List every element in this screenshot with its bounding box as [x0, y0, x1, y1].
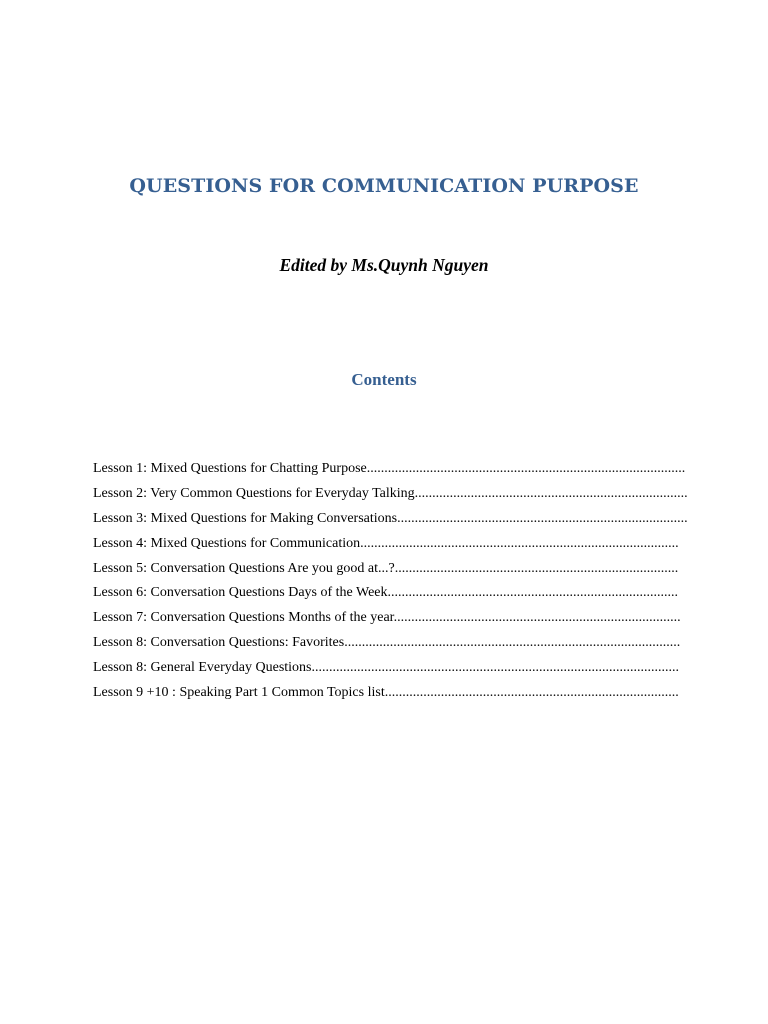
toc-entry-label: Lesson 8: Conversation Questions: Favorites	[93, 635, 345, 651]
toc-leader-dots: ..............................................................................	[414, 485, 688, 501]
toc-entry-lesson-1[interactable]	[93, 459, 688, 484]
toc-entry-label: Lesson 4: Mixed Questions for Communication	[93, 535, 361, 551]
document-title: QUESTIONS FOR COMMUNICATION PURPOSE	[129, 175, 639, 197]
toc-entry-label: Lesson 2: Very Common Questions for Everyday Talking	[93, 485, 415, 501]
toc-entry-label: Lesson 5: Conversation Questions Are you good at...?	[93, 560, 395, 576]
toc-entry-label: Lesson 7: Conversation Questions Months of the year	[93, 610, 394, 626]
toc-leader-dots: ...................................................................................	[397, 510, 688, 526]
toc-entry-lesson-4[interactable]	[93, 534, 681, 559]
toc-leader-dots: .................................................................................	[394, 560, 679, 576]
toc-entry-label: Lesson 1: Mixed Questions for Chatting Purpose	[93, 461, 367, 476]
toc-entry-lesson-6[interactable]	[93, 583, 681, 608]
toc-entry-lesson-9-10[interactable]	[93, 683, 681, 708]
toc-entry-lesson-7[interactable]	[93, 608, 681, 633]
toc-leader-dots: ...........................................................................................	[360, 535, 679, 551]
toc-entry-lesson-2[interactable]	[93, 484, 688, 509]
toc-entry-label: Lesson 9 +10 : Speaking Part 1 Common Topics list	[93, 685, 385, 701]
toc-entry-label: Lesson 6: Conversation Questions Days of the Week	[93, 585, 388, 601]
toc-entry-label: Lesson 8: General Everyday Questions	[93, 660, 312, 676]
toc-leader-dots: ..................................................................................	[393, 610, 681, 626]
toc-leader-dots: ...................................................................................	[387, 585, 679, 601]
toc-leader-dots: ...........................................................................................	[366, 461, 686, 476]
toc-leader-dots: .........................................................................................................	[311, 660, 679, 676]
table-of-contents	[93, 459, 693, 708]
editor-credit: Edited by Ms.Quynh Nguyen	[279, 255, 489, 275]
toc-leader-dots: ....................................................................................	[384, 685, 679, 701]
toc-entry-lesson-8-favorites[interactable]	[93, 633, 681, 658]
contents-heading: Contents	[351, 370, 417, 389]
toc-leader-dots: ................................................................................................	[344, 635, 681, 651]
toc-entry-lesson-3[interactable]	[93, 509, 688, 534]
toc-entry-lesson-5[interactable]	[93, 559, 681, 584]
toc-entry-lesson-8-general[interactable]	[93, 658, 681, 683]
toc-entry-label: Lesson 3: Mixed Questions for Making Conversations	[93, 510, 398, 526]
